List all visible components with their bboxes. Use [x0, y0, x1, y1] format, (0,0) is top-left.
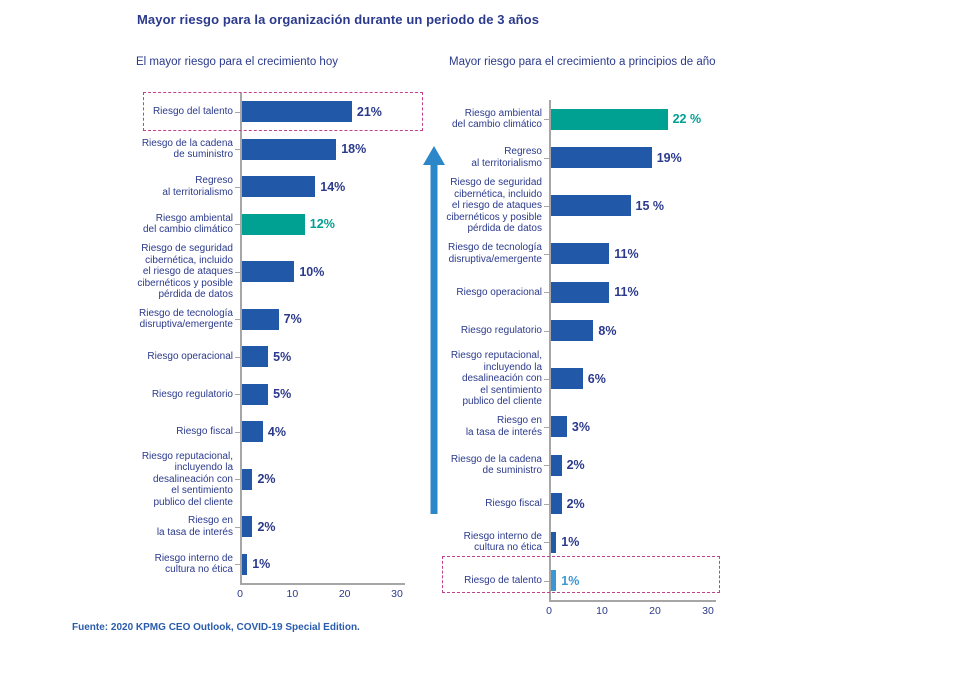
bar-rows	[437, 100, 737, 600]
plot-area	[549, 446, 737, 485]
value-label: 2%	[257, 472, 276, 487]
bar-row	[130, 206, 430, 244]
bar-row	[437, 177, 737, 235]
highlight-box-talent-today	[143, 92, 423, 131]
bar-row	[130, 301, 430, 339]
chart-year-start	[437, 100, 737, 617]
plot-area	[549, 235, 737, 274]
value-label: 12%	[309, 217, 335, 232]
x-tick-label: 0	[546, 605, 552, 617]
bar	[242, 309, 279, 330]
category-label: Riesgo del talento	[152, 106, 233, 117]
plot-area	[240, 243, 430, 301]
category-label: Riesgo interno de cultura no ética	[463, 530, 542, 554]
x-axis	[237, 583, 405, 600]
x-tick-label: 30	[702, 605, 714, 617]
bar-row	[130, 376, 430, 414]
value-label: 11%	[614, 285, 639, 300]
category-label: Regreso al territorialismo	[471, 146, 542, 169]
x-tick-label: 0	[237, 588, 243, 600]
category-label: Riesgo operacional	[147, 351, 233, 362]
plot-area	[240, 301, 430, 339]
bar-row	[437, 235, 737, 274]
bar	[242, 469, 252, 490]
category-label: Riesgo de seguridad cibernética, incluido el riesgo de ataques cibernéticos y posible pérdida de datos	[446, 177, 542, 234]
bar	[242, 516, 252, 537]
plot-area	[240, 451, 430, 509]
bar	[242, 554, 247, 575]
x-tick-label: 20	[649, 605, 661, 617]
plot-area	[549, 273, 737, 312]
bar-row	[437, 485, 737, 524]
value-label: 2%	[257, 519, 276, 534]
bar	[551, 195, 631, 216]
value-label: 14%	[320, 179, 346, 194]
category-label: Riesgo operacional	[456, 286, 542, 298]
bar	[551, 320, 593, 341]
value-label: 11%	[614, 246, 639, 261]
chart-today	[130, 93, 430, 600]
value-label: 1%	[561, 535, 580, 550]
page-title: Mayor riesgo para la organización durante un periodo de 3 años	[137, 12, 540, 27]
bar-row	[437, 139, 737, 178]
bar-row	[130, 508, 430, 546]
plot-area	[240, 338, 430, 376]
category-label: Riesgo de talento	[464, 575, 542, 586]
category-label: Riesgo de seguridad cibernética, incluido el riesgo de ataques cibernéticos y posible pérdida de datos	[137, 243, 233, 300]
value-label: 3%	[571, 419, 590, 434]
category-label: Riesgo fiscal	[176, 426, 233, 437]
plot-area	[549, 100, 737, 139]
plot-area	[549, 312, 737, 351]
category-label: Riesgo de la cadena de suministro	[450, 453, 542, 477]
category-label: Riesgo interno de cultura no ética	[154, 552, 233, 576]
value-label: 10%	[299, 264, 325, 279]
bar-row	[437, 273, 737, 312]
value-label: 8%	[598, 323, 617, 338]
value-label: 4%	[267, 424, 286, 439]
chart-today-subtitle: El mayor riesgo para el crecimiento hoy	[136, 56, 338, 68]
plot-area	[240, 413, 430, 451]
bar	[551, 493, 562, 514]
value-label: 15 %	[635, 198, 664, 213]
category-label: Riesgo fiscal	[485, 498, 542, 509]
bar	[551, 282, 609, 303]
category-label: Riesgo reputacional, incluyendo la desalineación con el sentimiento publico del cliente	[450, 350, 542, 407]
bar-row	[130, 338, 430, 376]
bar	[551, 109, 668, 130]
source-note: Fuente: 2020 KPMG CEO Outlook, COVID-19 Special Edition.	[72, 622, 360, 633]
bar-row	[130, 451, 430, 509]
value-label: 19%	[656, 150, 682, 165]
category-label: Riesgo regulatorio	[460, 325, 542, 336]
value-label: 6%	[587, 371, 606, 386]
bar-row	[437, 100, 737, 139]
category-label: Riesgo de tecnología disruptiva/emergente	[139, 307, 233, 331]
plot-area	[240, 376, 430, 414]
plot-area	[240, 168, 430, 206]
plot-area	[549, 139, 737, 178]
bar	[242, 421, 263, 442]
bar-row	[130, 243, 430, 301]
bar-row	[130, 168, 430, 206]
plot-area	[240, 131, 430, 169]
plot-area	[240, 508, 430, 546]
highlight-box-talent-year-start	[442, 556, 720, 593]
plot-area	[549, 350, 737, 408]
x-tick-label: 30	[391, 588, 403, 600]
bar-row	[437, 350, 737, 408]
x-axis	[546, 600, 716, 617]
value-label: 2%	[566, 458, 585, 473]
value-label: 1%	[561, 573, 580, 588]
bar	[551, 532, 556, 553]
category-label: Regreso al territorialismo	[162, 175, 233, 198]
bar	[551, 243, 609, 264]
x-tick-label: 20	[338, 588, 351, 600]
value-label: 1%	[252, 557, 271, 572]
bar-row	[437, 312, 737, 351]
value-label: 7%	[283, 312, 302, 327]
bar	[242, 346, 268, 367]
bar	[551, 416, 567, 437]
plot-area	[549, 485, 737, 524]
bar	[242, 139, 336, 160]
bar-row	[130, 546, 430, 584]
category-label: Riesgo en la tasa de interés	[465, 415, 542, 438]
value-label: 5%	[273, 349, 292, 364]
bar	[242, 176, 315, 197]
plot-area	[549, 177, 737, 235]
bar	[242, 261, 294, 282]
plot-area	[549, 408, 737, 447]
value-label: 5%	[273, 387, 292, 402]
up-arrow-icon	[423, 146, 445, 514]
bar-row	[437, 408, 737, 447]
chart-year-start-subtitle: Mayor riesgo para el crecimiento a principios de año	[449, 56, 716, 68]
bar-row	[130, 131, 430, 169]
bar	[242, 384, 268, 405]
value-label: 22 %	[672, 112, 702, 127]
bar	[242, 214, 305, 235]
category-label: Riesgo ambiental del cambio climático	[451, 107, 542, 131]
plot-area	[240, 546, 430, 584]
bar-rows	[130, 93, 430, 583]
x-tick-label: 10	[286, 588, 299, 600]
value-label: 18%	[341, 142, 367, 157]
plot-area	[240, 206, 430, 244]
category-label: Riesgo en la tasa de interés	[156, 515, 233, 538]
value-label: 2%	[566, 496, 585, 511]
bar	[551, 455, 562, 476]
bar-row	[437, 446, 737, 485]
bar-row	[130, 413, 430, 451]
category-label: Riesgo ambiental del cambio climático	[142, 212, 233, 236]
x-tick-label: 10	[596, 605, 608, 617]
category-label: Riesgo de la cadena de suministro	[141, 137, 233, 161]
category-label: Riesgo de tecnología disruptiva/emergente	[448, 242, 542, 265]
bar	[551, 147, 652, 168]
value-label: 21%	[356, 104, 382, 119]
bar	[551, 368, 583, 389]
category-label: Riesgo reputacional, incluyendo la desalineación con el sentimiento publico del cliente	[141, 450, 233, 508]
category-label: Riesgo regulatorio	[151, 388, 233, 400]
